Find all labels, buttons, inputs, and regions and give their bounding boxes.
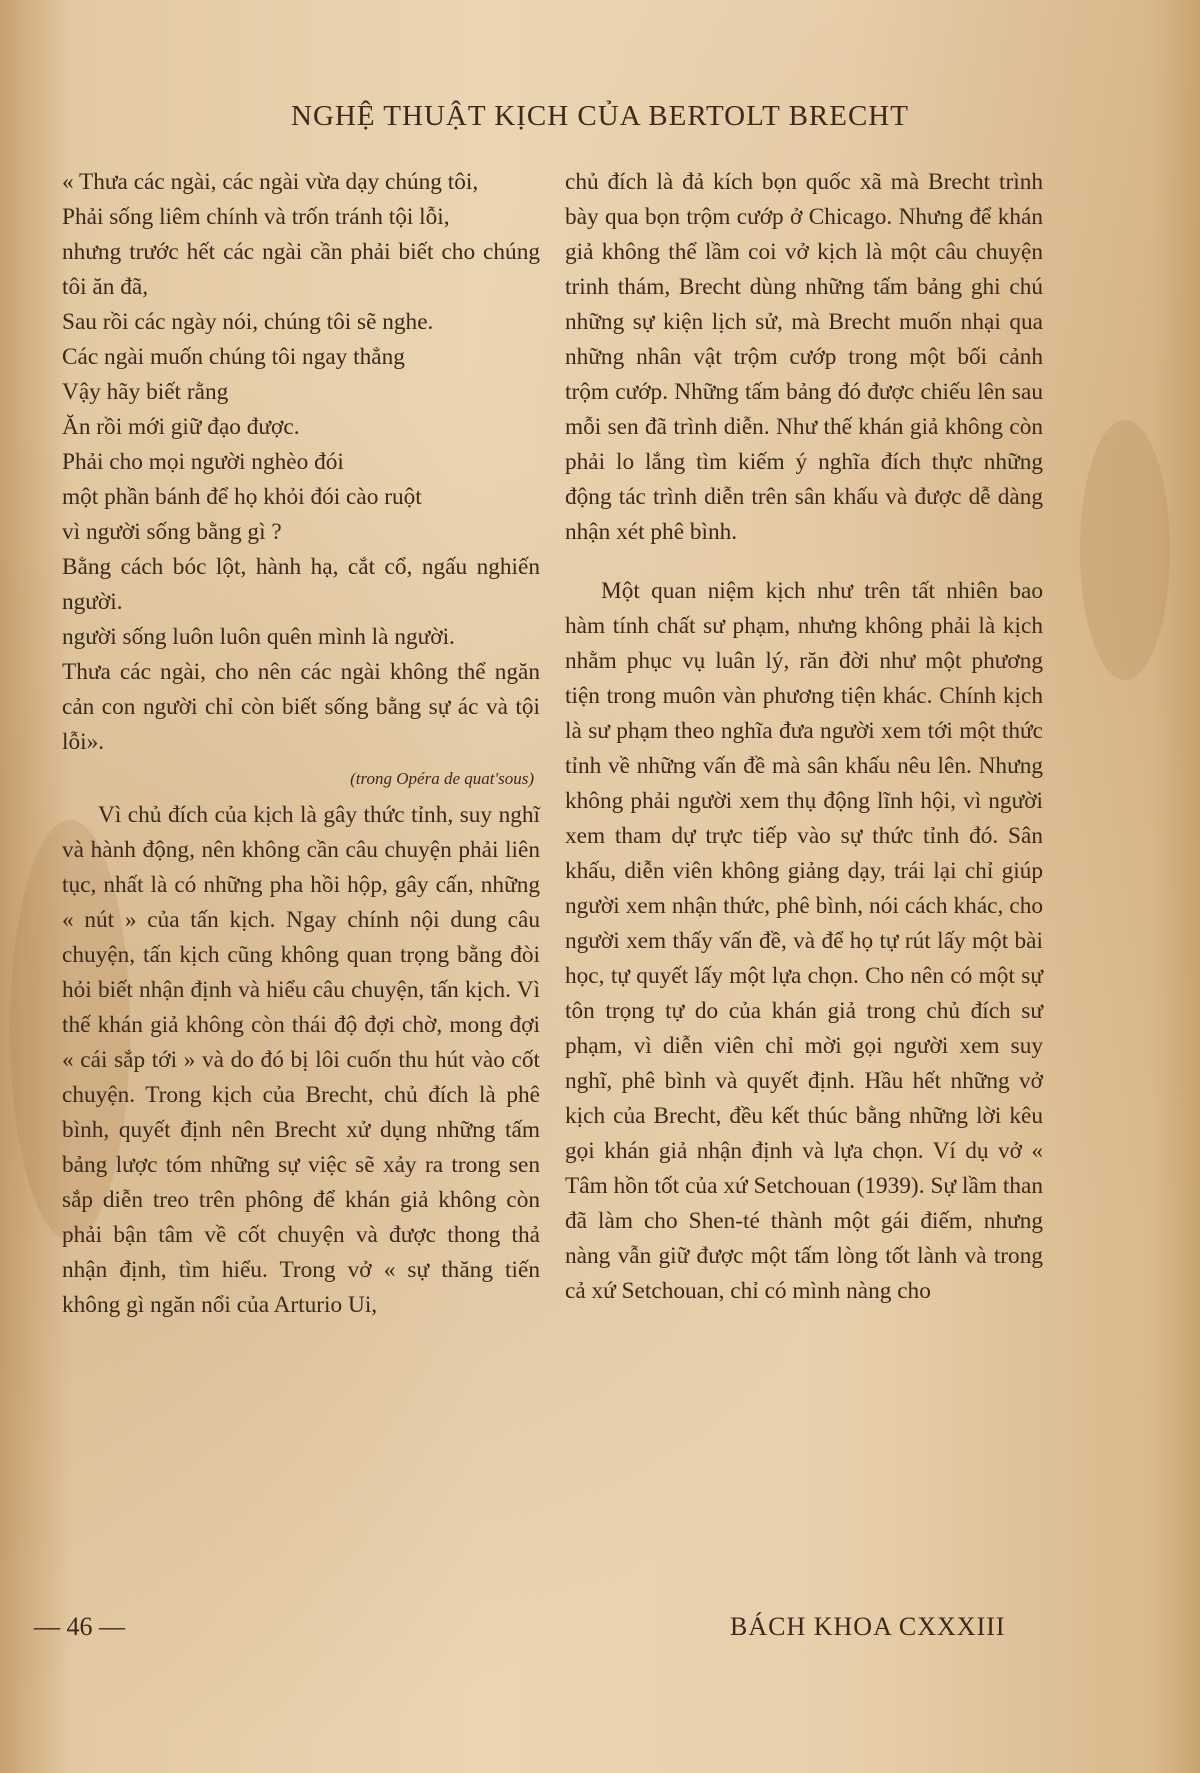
- poem-line: một phần bánh để họ khỏi đói cào ruột: [62, 484, 422, 510]
- paper-stain: [1080, 420, 1170, 680]
- poem-line: nhưng trước hết các ngài cần phải biết cho chúng tôi ăn đã,: [62, 239, 540, 300]
- body-paragraph: chủ đích là đả kích bọn quốc xã mà Brecht trình bày qua bọn trộm cướp ở Chicago. Nhưng để khán giả không thể lầm coi vở kịch là một câu chuyện trinh thám, Brecht dùng những tấm bảng ghi chú những sự kiện lịch sử, mà Brecht muốn nhại qua những nhân vật trộm cướp trong một bối cảnh trộm cướp. Những tấm bảng đó được chiếu lên sau mỗi sen đã trình diễn. Như thế khán giả không còn phải lo lắng tìm kiếm ý nghĩa đích thực những động tác trình diễn trên sân khấu và được dễ dàng nhận xét phê bình.: [565, 169, 1043, 545]
- poem-line: người sống luôn luôn quên mình là người.: [62, 624, 455, 650]
- poem-line: Sau rồi các ngày nói, chúng tôi sẽ nghe.: [62, 309, 434, 335]
- magazine-name: BÁCH KHOA CXXXIII: [730, 1612, 1006, 1641]
- poem-line: Vậy hãy biết rằng: [62, 379, 229, 405]
- left-column: [62, 165, 540, 1323]
- poem-line: Thưa các ngài, cho nên các ngài không thể ngăn cản con người chỉ còn biết sống bằng sự ác và tội lỗi».: [62, 659, 540, 755]
- quote-citation: (trong Opéra de quat'sous): [350, 769, 534, 788]
- poem-line: Ăn rồi mới giữ đạo được.: [62, 414, 300, 440]
- right-column: [565, 165, 1043, 1309]
- running-header: NGHỆ THUẬT KỊCH CỦA BERTOLT BRECHT: [291, 100, 909, 132]
- body-paragraph: Vì chủ đích của kịch là gây thức tỉnh, suy nghĩ và hành động, nên không cần câu chuyện phải liên tục, nhất là có những pha hồi hộp, gây cấn, những « nút » của tấn kịch. Ngay chính nội dung câu chuyện, tấn kịch cũng không quan trọng bằng đòi hỏi biết nhận định và hiểu câu chuyện, tấn kịch. Vì thế khán giả không còn thái độ đợi chờ, mong đợi « cái sắp tới » và do đó bị lôi cuốn thu hút vào cốt chuyện. Trong kịch của Brecht, chủ đích là phê bình, quyết định nên Brecht xử dụng những tấm bảng lược tóm những sự việc sẽ xảy ra trong sen sắp diễn treo trên phông để khán giả không còn phải bận tâm về cốt chuyện và được thong thả nhận định, tìm hiểu. Trong vở « sự thăng tiến không gì ngăn nổi của Arturio Ui,: [62, 802, 540, 1318]
- poem-quote: [62, 165, 540, 760]
- poem-line: vì người sống bằng gì ?: [62, 519, 282, 545]
- poem-line: Phải sống liêm chính và trốn tránh tội lỗi,: [62, 204, 450, 230]
- poem-line: Phải cho mọi người nghèo đói: [62, 449, 344, 475]
- poem-line: Bằng cách bóc lột, hành hạ, cắt cổ, ngấu nghiến người.: [62, 554, 540, 615]
- poem-line: Các ngài muốn chúng tôi ngay thẳng: [62, 344, 405, 370]
- poem-line: « Thưa các ngài, các ngài vừa dạy chúng tôi,: [62, 169, 479, 195]
- page-number: — 46 —: [34, 1612, 125, 1641]
- body-paragraph: Một quan niệm kịch như trên tất nhiên bao hàm tính chất sư phạm, nhưng không phải là kịch nhằm phục vụ luân lý, răn đời như một phương tiện trong muôn vàn phương tiện khác. Chính kịch là sư phạm theo nghĩa đưa người xem tới một thức tỉnh về những vấn đề mà sân khấu nêu lên. Nhưng không phải người xem thụ động lĩnh hội, vì người xem tham dự trực tiếp vào sự thức tỉnh đó. Sân khấu, diễn viên không giảng dạy, trái lại chỉ giúp người xem nhận thức, phê bình, nói cách khác, cho người xem thấy vấn đề, và để họ tự rút lấy một bài học, tự quyết lấy một lựa chọn. Cho nên có một sự tôn trọng tự do của khán giả trong chủ đích sư phạm, vì diễn viên chỉ mời gọi người xem suy nghĩ, phê bình và quyết định. Hầu hết những vở kịch của Brecht, đều kết thúc bằng những lời kêu gọi khán giả nhận định và lựa chọn. Ví dụ vở « Tâm hồn tốt của xứ Setchouan (1939). Sự lầm than đã làm cho Shen-té thành một gái điếm, nhưng nàng vẫn giữ được một tấm lòng tốt lành và trong cả xứ Setchouan, chỉ có mình nàng cho: [565, 578, 1043, 1304]
